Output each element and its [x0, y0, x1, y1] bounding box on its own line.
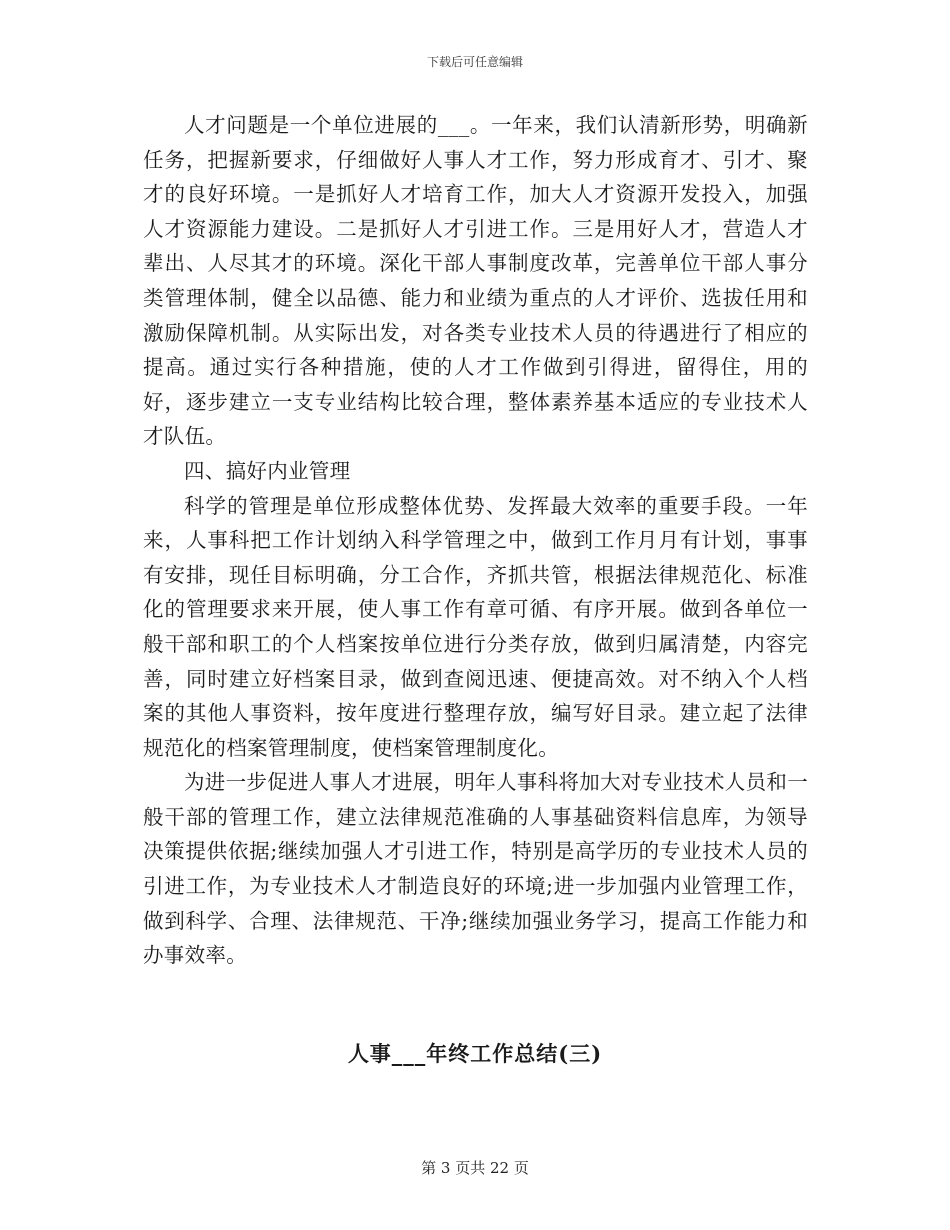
paragraph-talent: 人才问题是一个单位进展的___。一年来，我们认清新形势，明确新任务，把握新要求，仔细做好人事人才工作，努力形成育才、引才、聚才的良好环境。一是抓好人才培育工作，加大人才资源开发投入，加强人才资源能力建设。二是抓好人才引进工作。三是用好人才，营造人才辈出、人尽其才的环境。深化干部人事制度改革，完善单位干部人事分类管理体制，健全以品德、能力和业绩为重点的人才评价、选拔任用和激励保障机制。从实际出发，对各类专业技术人员的待遇进行了相应的提高。通过实行各种措施，使的人才工作做到引得进，留得住，用的好，逐步建立一支专业结构比较合理，整体素养基本适应的专业技术人才队伍。 — [143, 113, 808, 449]
section-title: 人事___年终工作总结(三) — [347, 1041, 603, 1066]
page-header: 下载后可任意编辑 — [426, 55, 523, 69]
paragraph-next-year: 为进一步促进人事人才进展，明年人事科将加大对专业技术人员和一般干部的管理工作，建立法律规范准确的人事基础资料信息库，为领导决策提供依据;继续加强人才引进工作，特别是高学历的专业技术人员的引进工作，为专业技术人才制造良好的环境;进一步加强内业管理工作，做到科学、合理、法律规范、干净;继续加强业务学习，提高工作能力和办事效率。 — [143, 770, 808, 968]
page-footer: 第 3 页共 22 页 — [421, 1159, 529, 1177]
paragraph-management: 科学的管理是单位形成整体优势、发挥最大效率的重要手段。一年来，人事科把工作计划纳入科学管理之中，做到工作月月有计划，事事有安排，现任目标明确，分工合作，齐抓共管，根据法律规范化、标准化的管理要求来开展，使人事工作有章可循、有序开展。做到各单位一般干部和职工的个人档案按单位进行分类存放，做到归属清楚，内容完善，同时建立好档案目录，做到查阅迅速、便捷高效。对不纳入个人档案的其他人事资料，按年度进行整理存放，编写好目录。建立起了法律规范化的档案管理制度，使档案管理制度化。 — [143, 493, 808, 760]
heading-internal-management: 四、搞好内业管理 — [184, 458, 351, 483]
document-body — [143, 108, 808, 973]
